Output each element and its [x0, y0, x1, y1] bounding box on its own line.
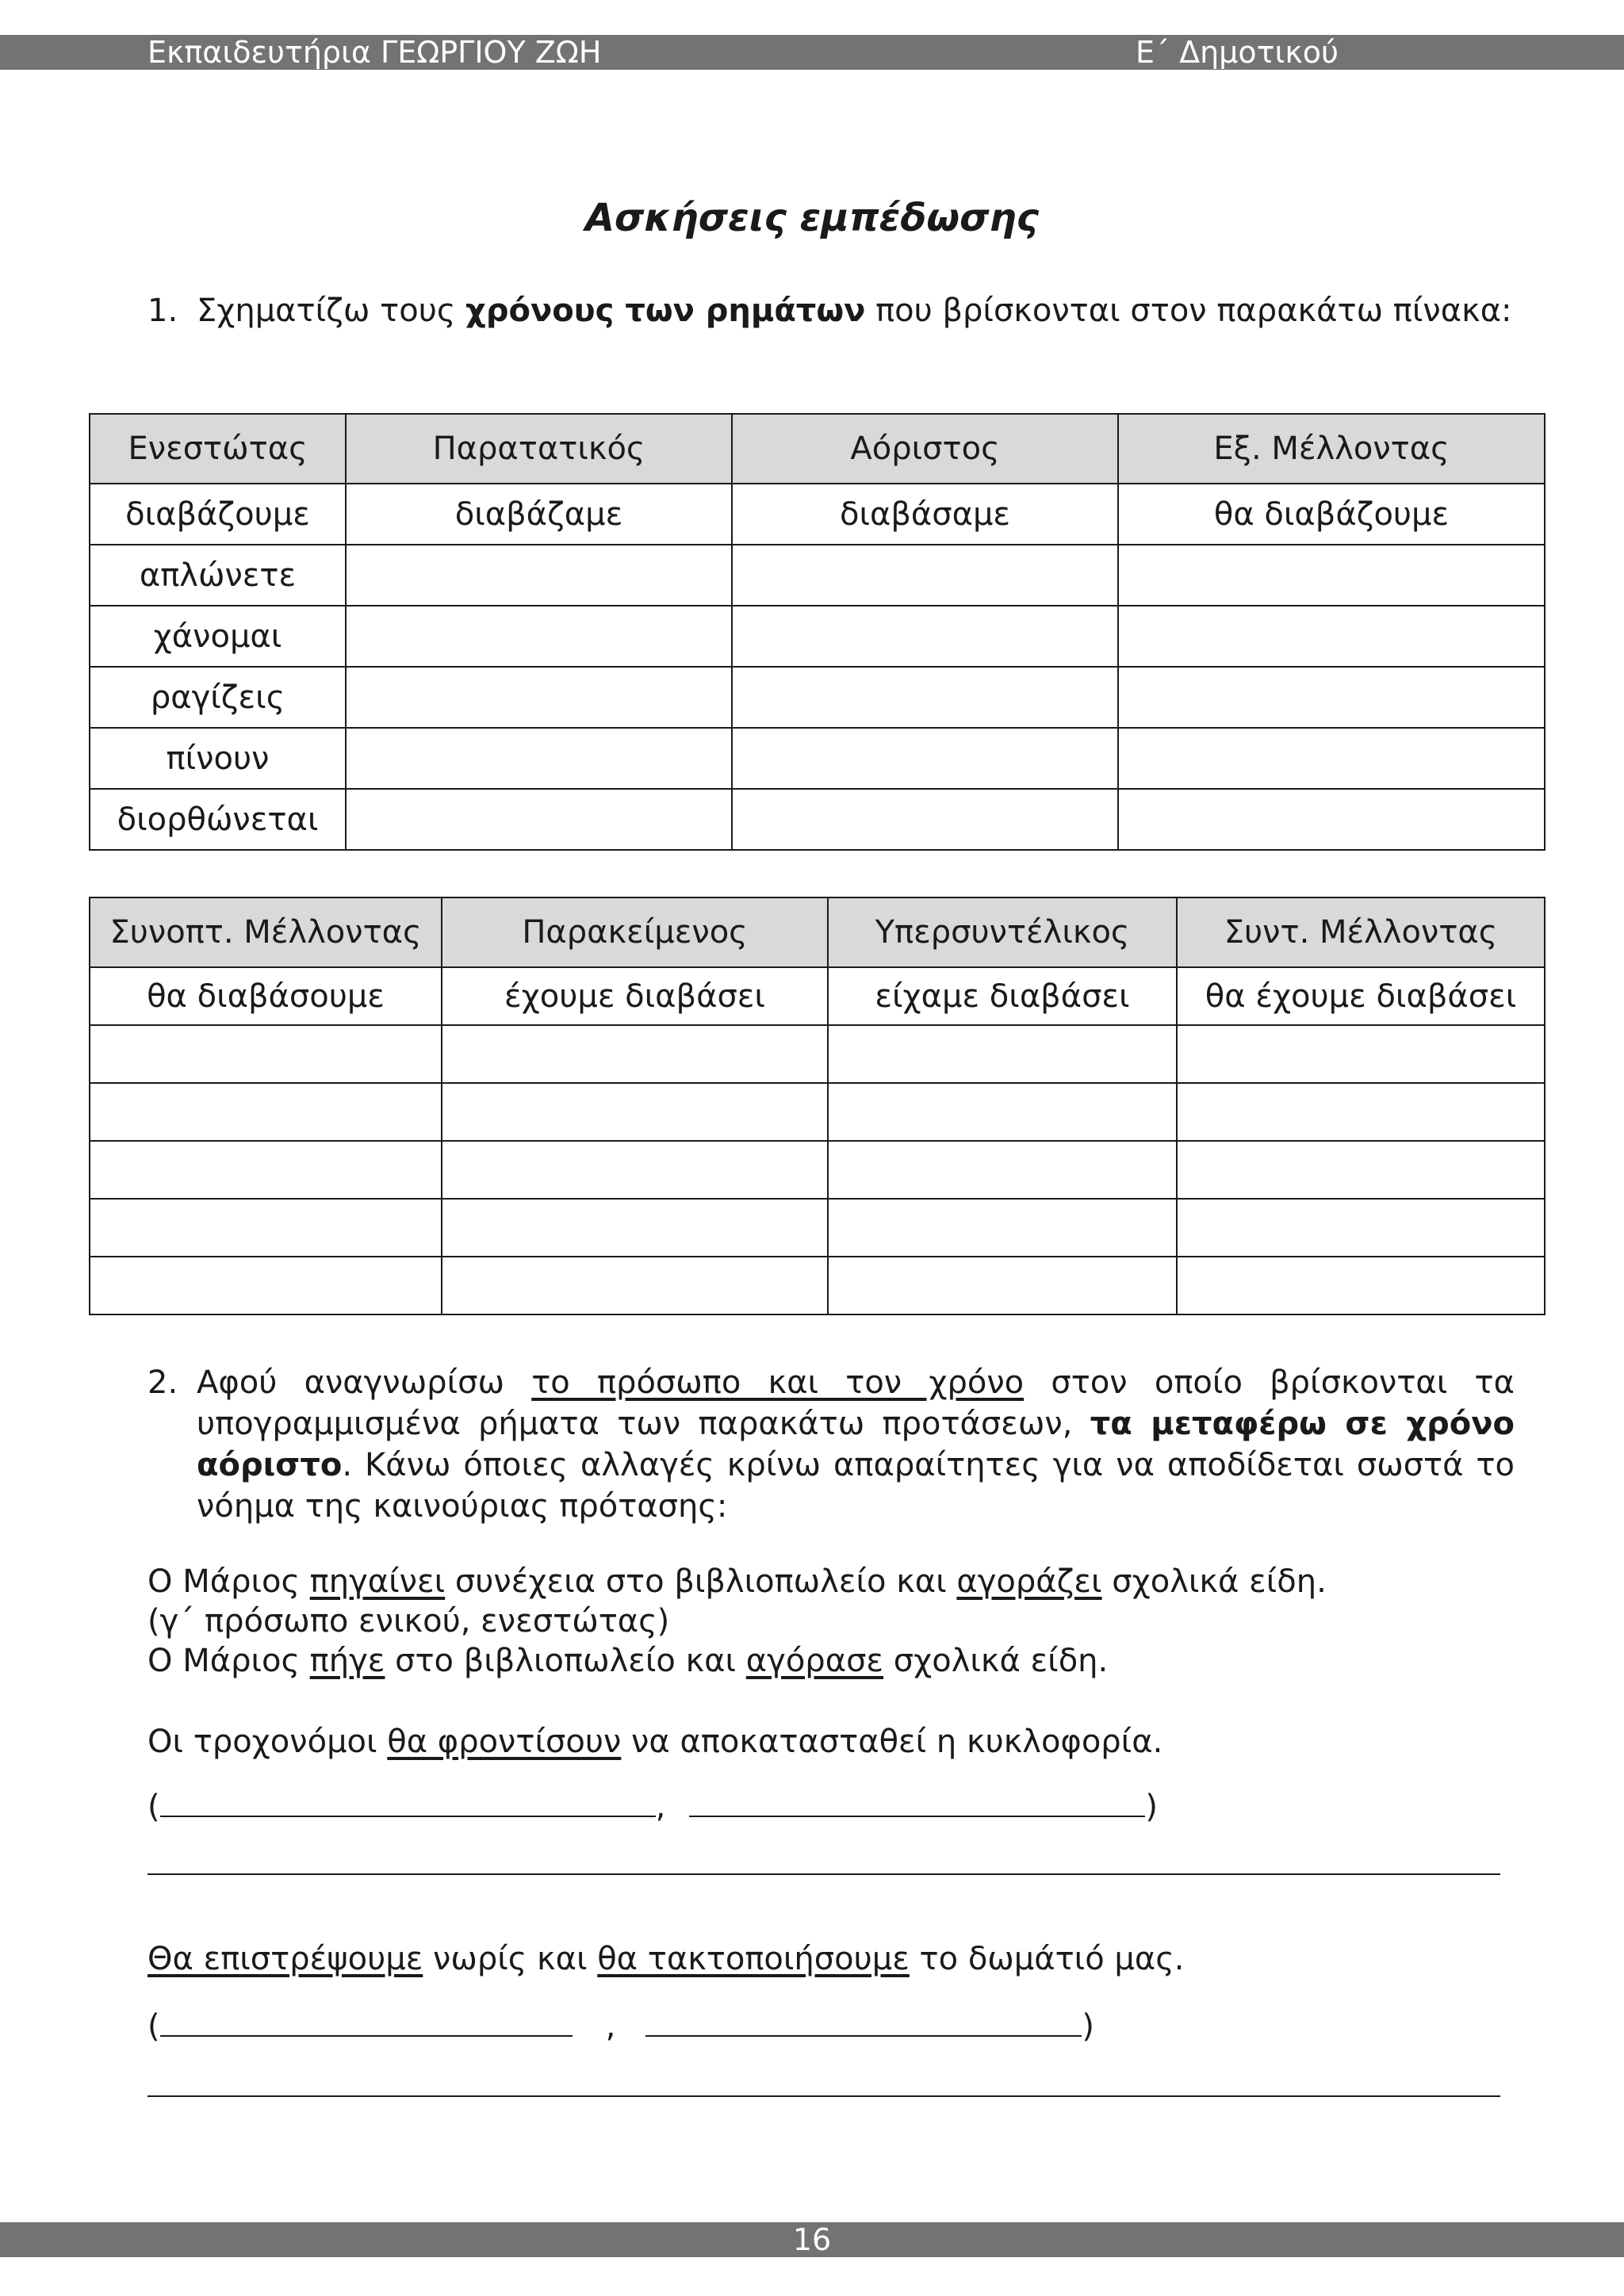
table-cell: είχαμε διαβάσει — [828, 967, 1177, 1025]
text-segment: Σχηματίζω τους — [197, 293, 466, 329]
header-school-name: Εκπαιδευτήρια ΓΕΩΡΓΙΟΥ ΖΩΗ — [147, 35, 602, 70]
table-row — [90, 1025, 1545, 1083]
footer-band — [0, 2222, 1624, 2257]
exercise-number: 2. — [147, 1364, 178, 1401]
tenses-table-1 — [89, 413, 1545, 851]
bold-text: χρόνους των ρημάτων — [465, 293, 866, 329]
answer-cell[interactable] — [732, 789, 1118, 850]
answer-cell[interactable] — [90, 1025, 442, 1083]
example-answer — [147, 1641, 1108, 1681]
underlined-verb: θα τακτοποιήσουμε — [597, 1941, 910, 1977]
table-header-row — [90, 897, 1545, 967]
answer-cell[interactable] — [346, 728, 732, 789]
answer-cell[interactable] — [828, 1141, 1177, 1199]
page-number: 16 — [792, 2222, 832, 2257]
answer-cell[interactable] — [1177, 1257, 1545, 1314]
answer-cell[interactable] — [732, 545, 1118, 606]
answer-cell[interactable] — [442, 1025, 828, 1083]
table-row — [90, 1257, 1545, 1314]
answer-cell[interactable] — [90, 1083, 442, 1141]
header-cell: Εξ. Μέλλοντας — [1118, 414, 1545, 484]
table-row — [90, 484, 1545, 545]
underlined-verb: πηγαίνει — [309, 1563, 446, 1600]
text-segment: Ο Μάριος — [147, 1643, 310, 1679]
header-cell: Αόριστος — [732, 414, 1118, 484]
answer-cell[interactable] — [90, 1257, 442, 1314]
table-cell: πίνουν — [90, 728, 346, 789]
tenses-table-2 — [89, 897, 1545, 1315]
table-row — [90, 728, 1545, 789]
sentence-2 — [147, 1939, 1184, 1979]
bold-text: τα μεταφέρω σε χρόνο αόριστο — [197, 1406, 1515, 1483]
underlined-verb: αγόρασε — [745, 1643, 884, 1679]
underlined-verb: θα φροντίσουν — [387, 1724, 622, 1760]
table-cell: διαβάσαμε — [732, 484, 1118, 545]
table-cell: απλώνετε — [90, 545, 346, 606]
answer-cell[interactable] — [442, 1257, 828, 1314]
comma: , — [655, 1789, 666, 1825]
answer-cell[interactable] — [732, 667, 1118, 728]
underlined-verb: πήγε — [309, 1643, 385, 1679]
answer-cell[interactable] — [828, 1257, 1177, 1314]
table-row — [90, 606, 1545, 667]
answer-cell[interactable] — [1177, 1141, 1545, 1199]
text-segment: συνέχεια στο βιβλιοπωλείο και — [445, 1563, 957, 1600]
answer-cell[interactable] — [828, 1025, 1177, 1083]
sentence-1-answer-line[interactable] — [147, 1873, 1500, 1875]
header-cell: Ενεστώτας — [90, 414, 346, 484]
table-cell: θα διαβάσουμε — [90, 967, 442, 1025]
tense-blank[interactable] — [645, 2003, 1082, 2037]
person-blank[interactable] — [160, 1784, 656, 1817]
header-cell: Υπερσυντέλικος — [828, 897, 1177, 967]
table-cell: διαβάζαμε — [346, 484, 732, 545]
text-segment: Οι τροχονόμοι — [147, 1724, 388, 1760]
answer-cell[interactable] — [346, 606, 732, 667]
table-header-row — [90, 414, 1545, 484]
answer-cell[interactable] — [442, 1083, 828, 1141]
answer-cell[interactable] — [1118, 606, 1545, 667]
table-cell: έχουμε διαβάσει — [442, 967, 828, 1025]
open-paren: ( — [147, 2008, 160, 2045]
table-cell: διαβάζουμε — [90, 484, 346, 545]
underlined-verb: Θα επιστρέψουμε — [147, 1941, 423, 1977]
text-segment: σχολικά είδη. — [1101, 1563, 1327, 1600]
text-segment: στο βιβλιοπωλείο και — [385, 1643, 746, 1679]
answer-cell[interactable] — [828, 1199, 1177, 1257]
exercise-2-instructions — [147, 1362, 1515, 1527]
header-cell: Παρατατικός — [346, 414, 732, 484]
text-segment: που βρίσκονται στον παρακάτω πίνακα: — [865, 293, 1512, 329]
table-row — [90, 1083, 1545, 1141]
answer-cell[interactable] — [90, 1141, 442, 1199]
answer-cell[interactable] — [1118, 789, 1545, 850]
text-segment: σχολικά είδη. — [883, 1643, 1109, 1679]
text-segment: . Κάνω όποιες αλλαγές κρίνω απαραίτητες για να αποδίδεται σωστά το νόημα της καινούριας πρότασης: — [197, 1447, 1515, 1525]
answer-cell[interactable] — [1118, 728, 1545, 789]
header-grade: Ε΄ Δημοτικού — [1136, 35, 1339, 70]
answer-cell[interactable] — [90, 1199, 442, 1257]
answer-cell[interactable] — [442, 1141, 828, 1199]
answer-cell[interactable] — [346, 667, 732, 728]
text-segment: να αποκατασταθεί η κυκλοφορία. — [621, 1724, 1163, 1760]
comma: , — [605, 2008, 616, 2045]
text-segment: στον οποίο βρίσκονται τα υπογραμμισμένα ρήματα των παρακάτω προτάσεων, — [197, 1364, 1515, 1442]
header-cell: Συνοπτ. Μέλλοντας — [90, 897, 442, 967]
answer-cell[interactable] — [346, 789, 732, 850]
answer-cell[interactable] — [1177, 1025, 1545, 1083]
answer-cell[interactable] — [828, 1083, 1177, 1141]
table-row — [90, 967, 1545, 1025]
page-title: Ασκήσεις εμπέδωσης — [584, 196, 1040, 240]
answer-cell[interactable] — [1118, 667, 1545, 728]
answer-cell[interactable] — [732, 606, 1118, 667]
text-segment: Ο Μάριος — [147, 1563, 310, 1600]
close-paren: ) — [1082, 2008, 1094, 2045]
exercise-1-text — [197, 290, 1515, 331]
tense-blank[interactable] — [689, 1784, 1145, 1817]
answer-cell[interactable] — [1177, 1199, 1545, 1257]
table-row — [90, 667, 1545, 728]
table-row — [90, 1141, 1545, 1199]
exercise-2-text — [197, 1362, 1515, 1527]
close-paren: ) — [1145, 1789, 1158, 1825]
table-cell: ραγίζεις — [90, 667, 346, 728]
example-analysis: (γ΄ πρόσωπο ενικού, ενεστώτας) — [147, 1603, 670, 1640]
answer-cell[interactable] — [442, 1199, 828, 1257]
sentence-2-answer-line[interactable] — [147, 2095, 1500, 2097]
table-cell: χάνομαι — [90, 606, 346, 667]
exercise-number: 1. — [147, 293, 178, 329]
header-band — [0, 35, 1624, 70]
answer-cell[interactable] — [346, 545, 732, 606]
open-paren: ( — [147, 1789, 160, 1825]
text-segment: Αφού αναγνωρίσω — [197, 1364, 532, 1401]
table-cell: διορθώνεται — [90, 789, 346, 850]
text-segment: το δωμάτιό μας. — [909, 1941, 1185, 1977]
underlined-text: το πρόσωπο και τον χρόνο — [531, 1364, 1025, 1401]
sentence-2-analysis-blanks — [147, 2003, 1094, 2046]
text-segment: νωρίς και — [423, 1941, 598, 1977]
answer-cell[interactable] — [1118, 545, 1545, 606]
table-cell: θα έχουμε διαβάσει — [1177, 967, 1545, 1025]
table-cell: θα διαβάζουμε — [1118, 484, 1545, 545]
exercise-1-instructions — [147, 290, 1515, 331]
sentence-1-analysis-blanks — [147, 1784, 1158, 1827]
underlined-verb: αγοράζει — [956, 1563, 1102, 1600]
person-blank[interactable] — [160, 2003, 573, 2037]
sentence-1 — [147, 1722, 1162, 1762]
table-row — [90, 545, 1545, 606]
header-cell: Παρακείμενος — [442, 897, 828, 967]
example-sentence — [147, 1562, 1327, 1601]
header-cell: Συντ. Μέλλοντας — [1177, 897, 1545, 967]
table-row — [90, 1199, 1545, 1257]
answer-cell[interactable] — [1177, 1083, 1545, 1141]
table-row — [90, 789, 1545, 850]
answer-cell[interactable] — [732, 728, 1118, 789]
